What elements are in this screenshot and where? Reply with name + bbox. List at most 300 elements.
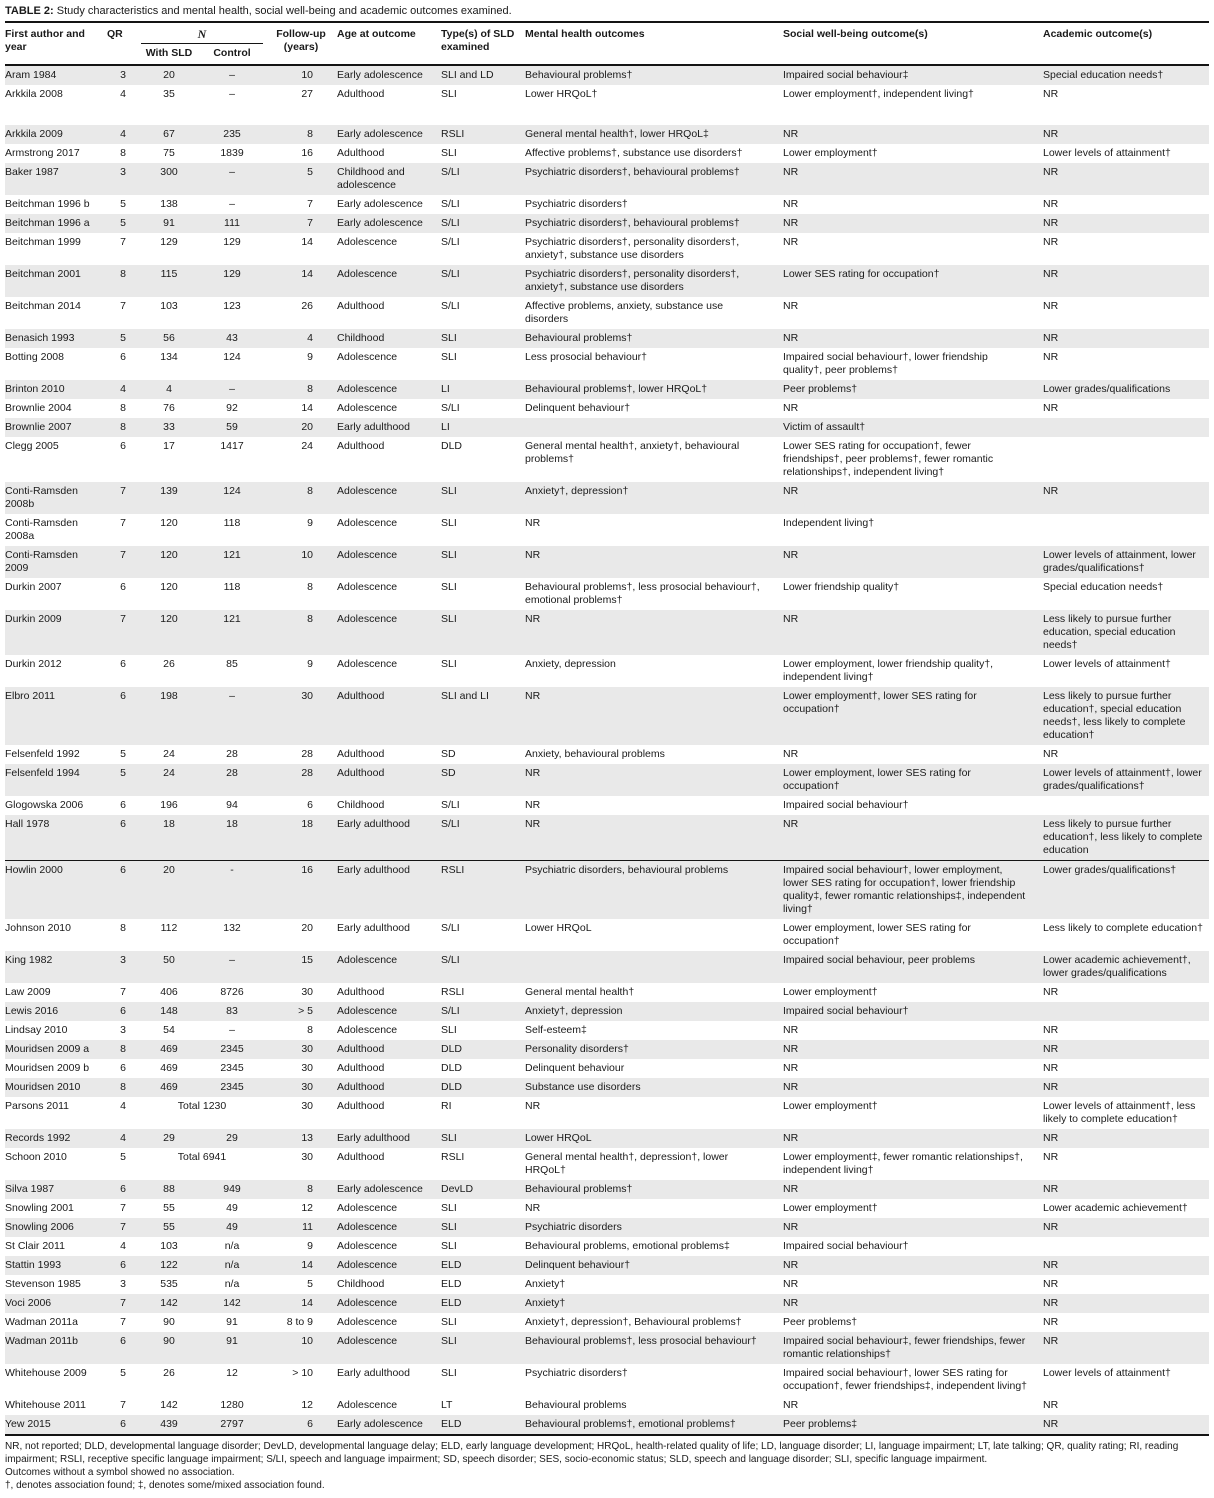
table-row bbox=[5, 329, 1209, 348]
cell-mh: Delinquent behaviour bbox=[525, 1062, 625, 1074]
table-row bbox=[5, 983, 1209, 1002]
cell-ac: NR bbox=[1043, 1151, 1059, 1163]
cell-author: Parsons 2011 bbox=[5, 1100, 70, 1112]
cell-ac: Special education needs† bbox=[1043, 69, 1164, 81]
cell-n1: 35 bbox=[163, 88, 175, 100]
cell-author: Benasich 1993 bbox=[5, 332, 75, 344]
cell-author: Beitchman 2014 bbox=[5, 300, 81, 312]
cell-mh: Delinquent behaviour† bbox=[525, 402, 631, 414]
cell-ac: Less likely to pursue further education†, special education needs†, less likely to complete education† bbox=[1043, 690, 1186, 741]
cell-fu: 8 bbox=[307, 581, 313, 593]
table-row bbox=[5, 951, 1209, 983]
cell-qr: 6 bbox=[120, 1335, 126, 1347]
cell-qr: 5 bbox=[120, 1151, 126, 1163]
table-footnotes bbox=[5, 1440, 1209, 1492]
cell-n1: 196 bbox=[160, 799, 178, 811]
cell-author: Beitchman 1996 a bbox=[5, 217, 90, 229]
cell-mh: Lower HRQoL† bbox=[525, 88, 598, 100]
cell-n1: 406 bbox=[160, 986, 178, 998]
cell-author: Records 1992 bbox=[5, 1132, 71, 1144]
cell-sw: Lower employment† bbox=[783, 147, 878, 159]
cell-qr: 6 bbox=[120, 351, 126, 363]
cell-fu: 9 bbox=[307, 658, 313, 670]
footnote-abbreviations: NR, not reported; DLD, developmental language disorder; DevLD, developmental language delay; ELD, early language development; HRQoL, health-related quality of life; LD, language disorder; LI, language impairment; LT, late talking; QR, quality rating; RI, reading impairment; RSLI, receptive specific language impairment; S/LI, speech and language impairment; SD, speech disorder; SES, socio-economic status; SLD, speech and language disorder; SLI, specific language impairment. bbox=[5, 1441, 1179, 1465]
cell-author: Mouridsen 2009 b bbox=[5, 1062, 90, 1074]
col-header-n-group bbox=[139, 28, 265, 60]
cell-sw: NR bbox=[783, 166, 799, 178]
table-row bbox=[5, 1294, 1209, 1313]
cell-n1: 129 bbox=[160, 236, 178, 248]
table-row bbox=[5, 860, 1209, 919]
cell-ac: Lower levels of attainment† bbox=[1043, 658, 1171, 670]
footnote-no-association: Outcomes without a symbol showed no association. bbox=[5, 1467, 235, 1478]
cell-ac bbox=[1043, 437, 1209, 443]
cell-n2: – bbox=[229, 69, 235, 81]
cell-qr: 5 bbox=[120, 198, 126, 210]
cell-qr: 5 bbox=[120, 767, 126, 779]
cell-qr: 7 bbox=[120, 1297, 126, 1309]
cell-sw: Lower SES rating for occupation† bbox=[783, 268, 940, 280]
cell-mh: Less prosocial behaviour† bbox=[525, 351, 647, 363]
cell-n1: 4 bbox=[166, 383, 172, 395]
cell-qr: 6 bbox=[120, 581, 126, 593]
cell-author: Durkin 2009 bbox=[5, 613, 62, 625]
cell-age: Adolescence bbox=[337, 658, 398, 670]
cell-n1: 469 bbox=[160, 1081, 178, 1093]
cell-author: Beitchman 1996 b bbox=[5, 198, 90, 210]
cell-age: Adolescence bbox=[337, 485, 398, 497]
cell-fu: 15 bbox=[301, 954, 313, 966]
table-row bbox=[5, 1040, 1209, 1059]
cell-mh: Psychiatric disorders† bbox=[525, 198, 628, 210]
cell-n1: 120 bbox=[160, 549, 178, 561]
cell-n1: 120 bbox=[160, 517, 178, 529]
cell-type: S/LI bbox=[441, 402, 460, 414]
cell-author: Felsenfeld 1992 bbox=[5, 748, 80, 760]
cell-fu: 20 bbox=[301, 421, 313, 433]
cell-n1: 142 bbox=[160, 1399, 178, 1411]
cell-sw: NR bbox=[783, 549, 799, 561]
cell-n2: 49 bbox=[226, 1202, 238, 1214]
cell-age: Adolescence bbox=[337, 1335, 398, 1347]
cell-age: Early adolescence bbox=[337, 1418, 423, 1430]
table-row bbox=[5, 380, 1209, 399]
cell-n2: 2797 bbox=[220, 1418, 244, 1430]
cell-ac: NR bbox=[1043, 986, 1059, 998]
cell-fu: 16 bbox=[301, 147, 313, 159]
table-row bbox=[5, 214, 1209, 233]
cell-qr: 4 bbox=[120, 1132, 126, 1144]
cell-type: SLI bbox=[441, 1024, 457, 1036]
col-header-mental: Mental health outcomes bbox=[525, 28, 645, 40]
cell-qr: 5 bbox=[120, 748, 126, 760]
cell-n1: 122 bbox=[160, 1259, 178, 1271]
cell-mh: Behavioural problems† bbox=[525, 332, 633, 344]
cell-qr: 7 bbox=[120, 549, 126, 561]
cell-qr: 7 bbox=[120, 236, 126, 248]
cell-qr: 7 bbox=[120, 300, 126, 312]
cell-author: Voci 2006 bbox=[5, 1297, 52, 1309]
cell-type: SD bbox=[441, 767, 456, 779]
cell-n1: 112 bbox=[160, 922, 178, 934]
cell-n2: – bbox=[229, 383, 235, 395]
cell-sw: Impaired social behaviour‡ bbox=[783, 69, 909, 81]
cell-fu: 8 bbox=[307, 1183, 313, 1195]
cell-age: Adolescence bbox=[337, 268, 398, 280]
cell-author: Mouridsen 2009 a bbox=[5, 1043, 90, 1055]
cell-author: Conti-Ramsden 2009 bbox=[5, 549, 78, 574]
cell-n2: – bbox=[229, 690, 235, 702]
cell-age: Adulthood bbox=[337, 767, 385, 779]
table-row bbox=[5, 437, 1209, 482]
table-row bbox=[5, 796, 1209, 815]
cell-author: Yew 2015 bbox=[5, 1418, 51, 1430]
cell-sw: Impaired social behaviour, peer problems bbox=[783, 954, 976, 966]
cell-mh: Anxiety†, depression† bbox=[525, 485, 629, 497]
table-row bbox=[5, 764, 1209, 796]
cell-qr: 6 bbox=[120, 690, 126, 702]
cell-author: Clegg 2005 bbox=[5, 440, 59, 452]
cell-ac bbox=[1043, 418, 1209, 424]
cell-author: Wadman 2011a bbox=[5, 1316, 78, 1328]
table-row bbox=[5, 399, 1209, 418]
cell-age: Adulthood bbox=[337, 986, 385, 998]
cell-fu: 4 bbox=[307, 332, 313, 344]
cell-type: S/LI bbox=[441, 799, 460, 811]
cell-author: Mouridsen 2010 bbox=[5, 1081, 81, 1093]
cell-ac: NR bbox=[1043, 236, 1059, 248]
table-row bbox=[5, 1396, 1209, 1415]
cell-mh: Anxiety, behavioural problems bbox=[525, 748, 665, 760]
cell-age: Early adolescence bbox=[337, 217, 423, 229]
cell-fu: 8 bbox=[307, 485, 313, 497]
cell-age: Early adulthood bbox=[337, 1132, 410, 1144]
table-title-label: TABLE 2: bbox=[5, 5, 54, 17]
cell-ac: NR bbox=[1043, 1278, 1059, 1290]
cell-age: Adulthood bbox=[337, 1043, 385, 1055]
table-row bbox=[5, 815, 1209, 860]
cell-author: Stevenson 1985 bbox=[5, 1278, 81, 1290]
cell-type: SLI bbox=[441, 147, 457, 159]
cell-age: Early adulthood bbox=[337, 818, 410, 830]
cell-age: Childhood bbox=[337, 1278, 385, 1290]
cell-n2: 949 bbox=[223, 1183, 241, 1195]
cell-qr: 8 bbox=[120, 402, 126, 414]
cell-mh: Behavioural problems† bbox=[525, 69, 633, 81]
cell-type: SLI bbox=[441, 1221, 457, 1233]
cell-fu: 11 bbox=[302, 1221, 313, 1233]
cell-qr: 7 bbox=[120, 485, 126, 497]
cell-n2: n/a bbox=[224, 1278, 240, 1290]
cell-sw: Peer problems† bbox=[783, 1316, 858, 1328]
cell-n2: 8726 bbox=[220, 986, 244, 998]
cell-age: Adolescence bbox=[337, 954, 398, 966]
cell-ac: Less likely to pursue further education, special education needs† bbox=[1043, 613, 1176, 651]
cell-ac: Lower levels of attainment, lower grades/qualifications† bbox=[1043, 549, 1196, 574]
cell-ac: NR bbox=[1043, 1024, 1059, 1036]
cell-n2: 2345 bbox=[220, 1081, 244, 1093]
cell-fu: 12 bbox=[301, 1399, 313, 1411]
cell-type: DLD bbox=[441, 1081, 463, 1093]
cell-age: Early adulthood bbox=[337, 421, 410, 433]
cell-sw: NR bbox=[783, 1221, 799, 1233]
cell-n1: 90 bbox=[163, 1335, 175, 1347]
table-row bbox=[5, 1415, 1209, 1434]
cell-qr: 4 bbox=[120, 88, 126, 100]
cell-n1: 24 bbox=[163, 748, 175, 760]
cell-qr: 5 bbox=[120, 332, 126, 344]
cell-mh: Psychiatric disorders† bbox=[525, 1367, 628, 1379]
cell-fu: 20 bbox=[301, 922, 313, 934]
cell-n2: 121 bbox=[223, 613, 241, 625]
cell-n1: 67 bbox=[163, 128, 175, 140]
cell-mh: Psychiatric disorders†, personality disorders†, anxiety†, substance use disorders bbox=[525, 236, 740, 261]
cell-type: SLI bbox=[441, 549, 457, 561]
cell-ac: NR bbox=[1043, 332, 1059, 344]
cell-n1: 26 bbox=[163, 658, 175, 670]
col-header-qr: QR bbox=[107, 28, 123, 40]
cell-sw: NR bbox=[783, 613, 799, 625]
cell-ac: Lower grades/qualifications bbox=[1043, 383, 1171, 395]
cell-type: RSLI bbox=[441, 128, 465, 140]
cell-sw: NR bbox=[783, 1132, 799, 1144]
cell-n2: 235 bbox=[223, 128, 241, 140]
cell-n1: 75 bbox=[163, 147, 175, 159]
cell-ac bbox=[1043, 1237, 1209, 1243]
cell-n2: 1280 bbox=[220, 1399, 244, 1411]
cell-n2: – bbox=[229, 198, 235, 210]
cell-qr: 8 bbox=[120, 268, 126, 280]
cell-type: SLI bbox=[441, 1240, 457, 1252]
cell-age: Early adolescence bbox=[337, 198, 423, 210]
col-header-type: Type(s) of SLD examined bbox=[441, 28, 515, 53]
cell-sw: Independent living† bbox=[783, 517, 875, 529]
cell-mh: Psychiatric disorders bbox=[525, 1221, 622, 1233]
cell-n1: 120 bbox=[160, 613, 178, 625]
cell-n2: 132 bbox=[223, 922, 241, 934]
cell-author: Elbro 2011 bbox=[5, 690, 56, 702]
cell-n1: 198 bbox=[160, 690, 178, 702]
cell-qr: 3 bbox=[120, 954, 126, 966]
cell-qr: 7 bbox=[120, 1221, 126, 1233]
cell-author: King 1982 bbox=[5, 954, 53, 966]
table-row bbox=[5, 919, 1209, 951]
cell-n2: 2345 bbox=[220, 1062, 244, 1074]
cell-age: Early adolescence bbox=[337, 69, 423, 81]
cell-age: Adolescence bbox=[337, 517, 398, 529]
cell-mh: General mental health† bbox=[525, 986, 635, 998]
cell-mh: Anxiety†, depression†, Behavioural problems† bbox=[525, 1316, 742, 1328]
cell-sw: Impaired social behaviour†, lower SES rating for occupation†, fewer friendships‡, independent living† bbox=[783, 1367, 1027, 1392]
cell-mh: Anxiety†, depression bbox=[525, 1005, 623, 1017]
cell-sw: Lower employment‡, fewer romantic relationships†, independent living† bbox=[783, 1151, 1023, 1176]
cell-n1: 103 bbox=[160, 300, 178, 312]
cell-qr: 6 bbox=[120, 1259, 126, 1271]
cell-sw: Lower employment† bbox=[783, 986, 878, 998]
cell-fu: 8 to 9 bbox=[286, 1316, 313, 1328]
cell-n1: 115 bbox=[160, 268, 178, 280]
cell-n2: 91 bbox=[226, 1335, 238, 1347]
table-row bbox=[5, 1237, 1209, 1256]
cell-fu: 13 bbox=[301, 1132, 313, 1144]
cell-ac: Lower academic achievement†, lower grades/qualifications bbox=[1043, 954, 1191, 979]
cell-mh: NR bbox=[525, 1100, 541, 1112]
cell-mh: Behavioural problems†, less prosocial behaviour†, emotional problems† bbox=[525, 581, 760, 606]
footnote-symbols: †, denotes association found; ‡, denotes some/mixed association found. bbox=[5, 1480, 325, 1491]
table-row bbox=[5, 1180, 1209, 1199]
cell-fu: 8 bbox=[307, 128, 313, 140]
cell-mh: Behavioural problems†, emotional problems† bbox=[525, 1418, 736, 1430]
col-header-n: N bbox=[197, 27, 207, 41]
cell-ac: NR bbox=[1043, 1043, 1059, 1055]
cell-age: Adolescence bbox=[337, 1240, 398, 1252]
cell-n2: 121 bbox=[223, 549, 241, 561]
cell-n2: 28 bbox=[226, 748, 238, 760]
cell-mh bbox=[525, 418, 783, 424]
cell-sw: Victim of assault† bbox=[783, 421, 866, 433]
cell-fu: 5 bbox=[307, 166, 313, 178]
cell-age: Adolescence bbox=[337, 351, 398, 363]
cell-n1: 148 bbox=[160, 1005, 178, 1017]
cell-sw: Lower SES rating for occupation†, fewer friendships†, peer problems†, fewer romantic relationships†, independent living† bbox=[783, 440, 994, 478]
cell-type: S/LI bbox=[441, 954, 460, 966]
table-row bbox=[5, 1129, 1209, 1148]
cell-fu: 7 bbox=[307, 198, 313, 210]
cell-n1: 142 bbox=[160, 1297, 178, 1309]
cell-mh: Affective problems†, substance use disorders† bbox=[525, 147, 743, 159]
cell-n2: 28 bbox=[226, 767, 238, 779]
cell-age: Adulthood bbox=[337, 1081, 385, 1093]
cell-ac: NR bbox=[1043, 1081, 1059, 1093]
cell-qr: 8 bbox=[120, 1081, 126, 1093]
cell-fu: 14 bbox=[301, 1297, 313, 1309]
table-row bbox=[5, 163, 1209, 195]
cell-mh: Behavioural problems†, less prosocial behaviour† bbox=[525, 1335, 757, 1347]
cell-n2: 118 bbox=[223, 581, 241, 593]
cell-n2: 1839 bbox=[220, 147, 244, 159]
cell-n1: 469 bbox=[160, 1043, 178, 1055]
cell-ac: NR bbox=[1043, 1183, 1059, 1195]
cell-ac: NR bbox=[1043, 1399, 1059, 1411]
cell-mh bbox=[525, 951, 783, 957]
cell-sw: Peer problems† bbox=[783, 383, 858, 395]
cell-qr: 8 bbox=[120, 147, 126, 159]
cell-age: Adolescence bbox=[337, 581, 398, 593]
cell-n2: n/a bbox=[224, 1240, 240, 1252]
cell-n1: 54 bbox=[163, 1024, 175, 1036]
cell-age: Adolescence bbox=[337, 549, 398, 561]
cell-mh: Anxiety† bbox=[525, 1278, 566, 1290]
cell-fu: 14 bbox=[301, 236, 313, 248]
cell-n1: 91 bbox=[163, 217, 175, 229]
cell-type: SLI bbox=[441, 1132, 457, 1144]
cell-mh: Behavioural problems bbox=[525, 1399, 627, 1411]
table-row bbox=[5, 1199, 1209, 1218]
table-row bbox=[5, 1313, 1209, 1332]
cell-age: Adolescence bbox=[337, 1024, 398, 1036]
cell-ac: NR bbox=[1043, 1316, 1059, 1328]
cell-n1: 55 bbox=[163, 1202, 175, 1214]
cell-qr: 7 bbox=[120, 986, 126, 998]
cell-age: Adulthood bbox=[337, 1100, 385, 1112]
cell-mh: NR bbox=[525, 1202, 541, 1214]
cell-n1: 18 bbox=[163, 818, 175, 830]
cell-qr: 3 bbox=[120, 1278, 126, 1290]
cell-qr: 7 bbox=[120, 613, 126, 625]
cell-author: Johnson 2010 bbox=[5, 922, 71, 934]
cell-type: S/LI bbox=[441, 217, 460, 229]
cell-fu: 14 bbox=[301, 402, 313, 414]
cell-fu: 30 bbox=[301, 1151, 313, 1163]
cell-n1: 24 bbox=[163, 767, 175, 779]
cell-n2: 129 bbox=[223, 268, 241, 280]
cell-sw: Lower employment, lower SES rating for occupation† bbox=[783, 922, 971, 947]
cell-sw: NR bbox=[783, 1399, 799, 1411]
cell-ac: NR bbox=[1043, 166, 1059, 178]
cell-qr: 6 bbox=[120, 1062, 126, 1074]
cell-age: Adulthood bbox=[337, 690, 385, 702]
cell-author: Glogowska 2006 bbox=[5, 799, 84, 811]
cell-sw: NR bbox=[783, 485, 799, 497]
cell-ac bbox=[1043, 1002, 1209, 1008]
cell-age: Adolescence bbox=[337, 383, 398, 395]
cell-qr: 4 bbox=[120, 383, 126, 395]
cell-n2: – bbox=[229, 88, 235, 100]
cell-age: Adulthood bbox=[337, 1062, 385, 1074]
cell-n2: 59 bbox=[226, 421, 238, 433]
cell-mh: General mental health†, depression†, lower HRQoL† bbox=[525, 1151, 729, 1176]
cell-type: LI bbox=[441, 383, 450, 395]
table-row bbox=[5, 1148, 1209, 1180]
cell-age: Adulthood bbox=[337, 300, 385, 312]
cell-n2: 92 bbox=[226, 402, 238, 414]
cell-ac: NR bbox=[1043, 1221, 1059, 1233]
cell-qr: 5 bbox=[120, 217, 126, 229]
cell-mh: Behavioural problems, emotional problems‡ bbox=[525, 1240, 730, 1252]
cell-n2: 29 bbox=[226, 1132, 238, 1144]
cell-n2: 49 bbox=[226, 1221, 238, 1233]
table-row bbox=[5, 66, 1209, 85]
cell-type: SLI bbox=[441, 332, 457, 344]
cell-age: Adolescence bbox=[337, 1221, 398, 1233]
cell-age: Early adulthood bbox=[337, 864, 410, 876]
cell-author: Stattin 1993 bbox=[5, 1259, 62, 1271]
cell-age: Childhood and adolescence bbox=[337, 166, 405, 191]
cell-qr: 4 bbox=[120, 1100, 126, 1112]
cell-qr: 3 bbox=[120, 69, 126, 81]
table-row bbox=[5, 482, 1209, 514]
cell-ac: NR bbox=[1043, 402, 1059, 414]
cell-mh: Psychiatric disorders†, behavioural problems† bbox=[525, 166, 740, 178]
cell-fu: 30 bbox=[301, 1062, 313, 1074]
cell-type: DevLD bbox=[441, 1183, 474, 1195]
cell-n2: 91 bbox=[226, 1316, 238, 1328]
cell-type: SLI bbox=[441, 351, 457, 363]
cell-sw: Impaired social behaviour†, lower friendship quality†, peer problems† bbox=[783, 351, 988, 376]
cell-mh: NR bbox=[525, 690, 541, 702]
cell-n2: 142 bbox=[223, 1297, 241, 1309]
cell-mh: Delinquent behaviour† bbox=[525, 1259, 631, 1271]
cell-fu: 18 bbox=[301, 818, 313, 830]
cell-fu: 10 bbox=[301, 69, 313, 81]
cell-fu: 30 bbox=[301, 1081, 313, 1093]
cell-age: Adulthood bbox=[337, 748, 385, 760]
cell-author: St Clair 2011 bbox=[5, 1240, 65, 1252]
cell-sw: NR bbox=[783, 1043, 799, 1055]
cell-type: RSLI bbox=[441, 1151, 465, 1163]
cell-age: Early adolescence bbox=[337, 1183, 423, 1195]
cell-fu: 30 bbox=[301, 1100, 313, 1112]
